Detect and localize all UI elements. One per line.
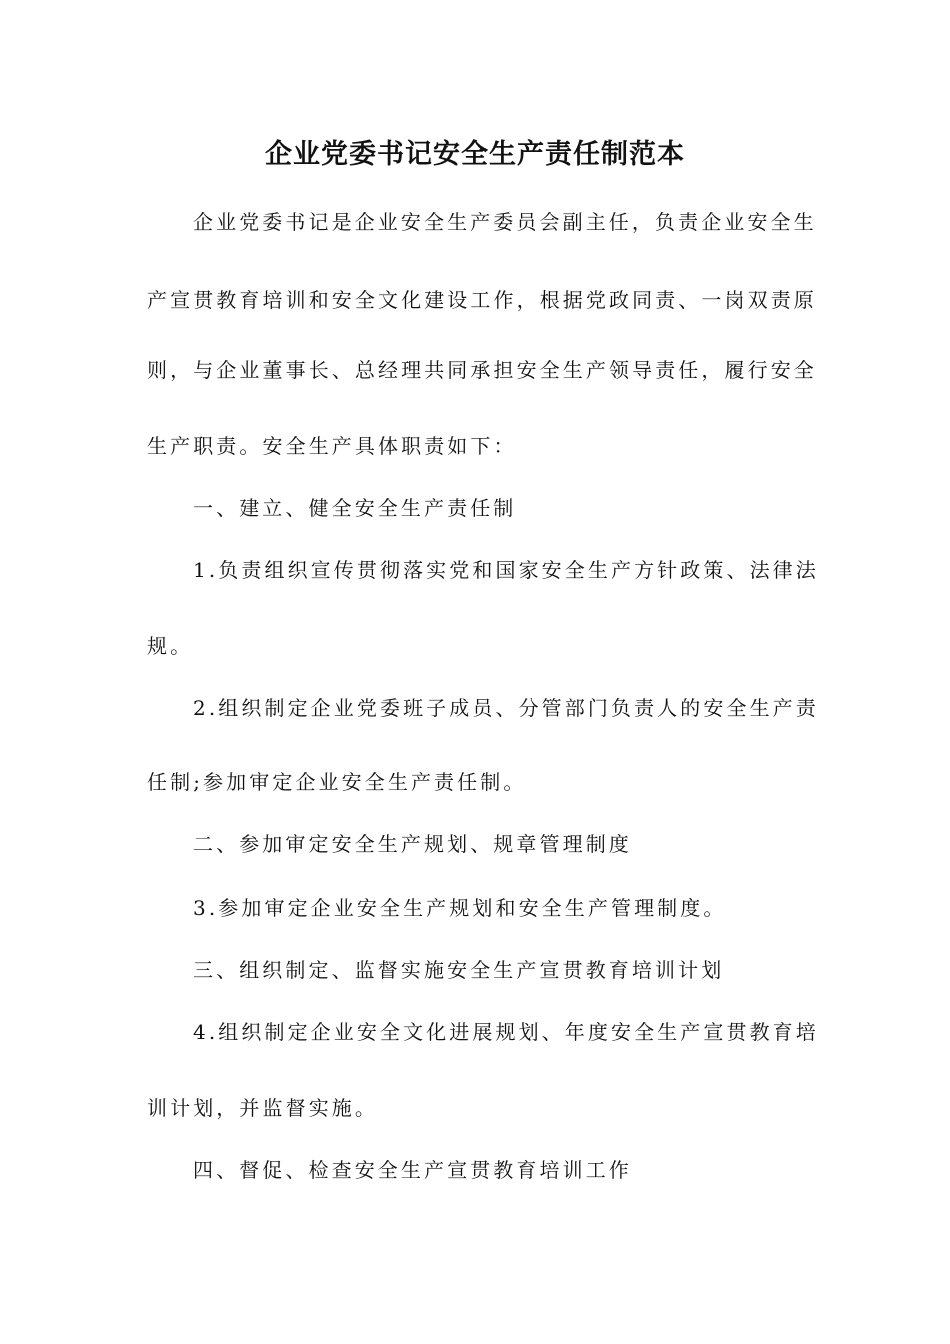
section-heading: 一、建立、健全安全生产责任制 <box>193 496 517 520</box>
paragraph-line: 生产职责。安全生产具体职责如下： <box>147 434 517 458</box>
paragraph-line: 1.负责组织宣传贯彻落实党和国家安全生产方针政策、法律法 <box>193 558 819 582</box>
paragraph-line: 规。 <box>147 634 194 658</box>
paragraph-line: 任制;参加审定企业安全生产责任制。 <box>147 770 527 794</box>
paragraph-line: 则，与企业董事长、总经理共同承担安全生产领导责任，履行安全 <box>147 358 817 382</box>
section-heading: 二、参加审定安全生产规划、规章管理制度 <box>193 832 632 856</box>
section-heading: 四、督促、检查安全生产宣贯教育培训工作 <box>193 1158 632 1182</box>
paragraph-line: 产宣贯教育培训和安全文化建设工作，根据党政同责、一岗双责原 <box>147 288 817 312</box>
paragraph-line: 4.组织制定企业安全文化进展规划、年度安全生产宣贯教育培 <box>193 1020 819 1044</box>
section-heading: 三、组织制定、监督实施安全生产宣贯教育培训计划 <box>193 958 725 982</box>
paragraph-line: 训计划，并监督实施。 <box>147 1096 378 1120</box>
paragraph-line: 2.组织制定企业党委班子成员、分管部门负责人的安全生产责 <box>193 696 819 720</box>
paragraph-line: 3.参加审定企业安全生产规划和安全生产管理制度。 <box>193 896 727 920</box>
paragraph-line: 企业党委书记是企业安全生产委员会副主任，负责企业安全生 <box>193 210 817 234</box>
page-title: 企业党委书记安全生产责任制范本 <box>265 139 685 170</box>
